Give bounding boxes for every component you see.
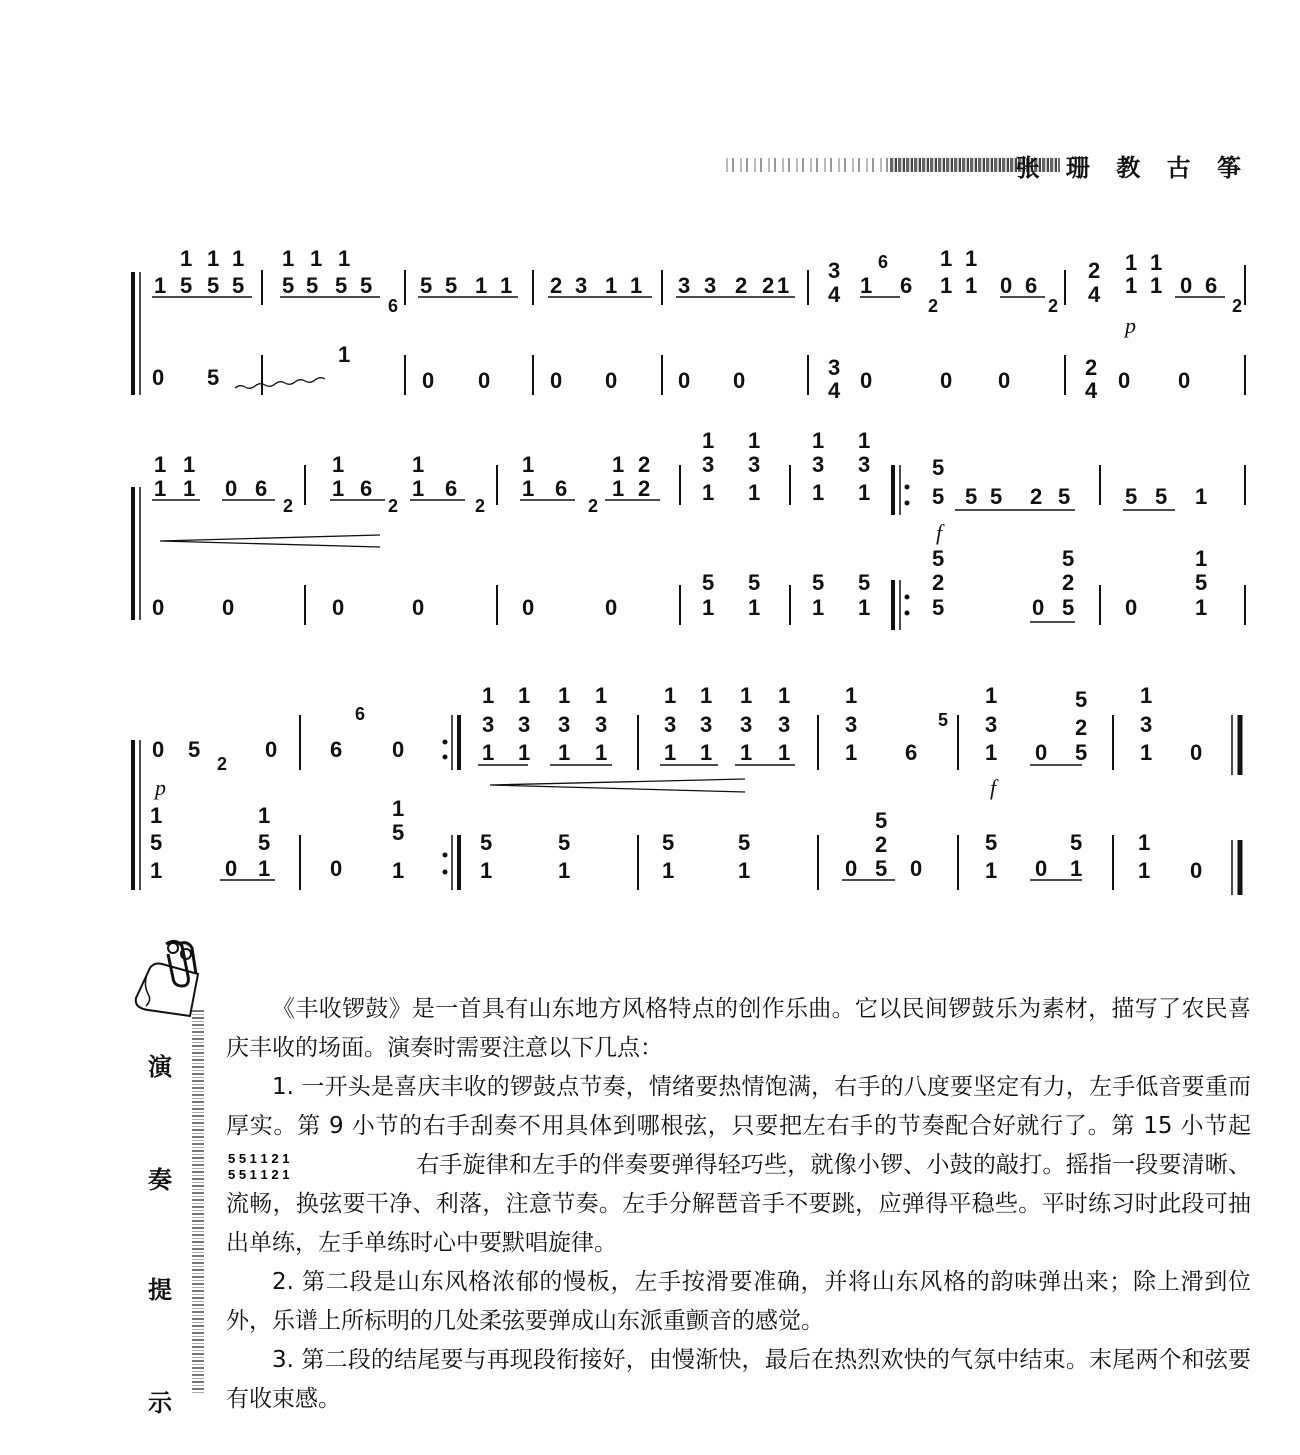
svg-text:0: 0 (330, 856, 343, 881)
svg-text:5: 5 (1075, 740, 1088, 765)
svg-text:2: 2 (283, 496, 294, 516)
dynamic-f: f (936, 520, 943, 545)
svg-text:5: 5 (1155, 484, 1168, 509)
svg-text:1: 1 (740, 740, 753, 765)
svg-text:0: 0 (605, 595, 618, 620)
svg-text:3: 3 (858, 452, 871, 477)
svg-text:1: 1 (518, 740, 531, 765)
svg-text:1: 1 (1070, 856, 1083, 881)
svg-text:0: 0 (860, 368, 873, 393)
svg-text:5: 5 (932, 484, 945, 509)
svg-text:5: 5 (558, 830, 571, 855)
svg-text:1: 1 (777, 273, 790, 298)
svg-text:3: 3 (812, 452, 825, 477)
svg-text:2: 2 (1088, 258, 1101, 283)
svg-text:1: 1 (965, 273, 978, 298)
svg-text:0: 0 (392, 737, 405, 762)
svg-text:5: 5 (1062, 595, 1075, 620)
svg-text:1: 1 (522, 476, 535, 501)
svg-text:1: 1 (412, 452, 425, 477)
svg-text:0: 0 (998, 368, 1011, 393)
svg-text:2: 2 (1085, 355, 1098, 380)
svg-text:6: 6 (878, 252, 889, 272)
svg-text:6: 6 (900, 273, 913, 298)
tips-intro: 《丰收锣鼓》是一首具有山东地方风格特点的创作乐曲。它以民间锣鼓乐为素材，描写了农民喜庆丰收的场面。演奏时需要注意以下几点： (226, 996, 1251, 1061)
svg-text:3: 3 (704, 273, 717, 298)
svg-text:1: 1 (482, 683, 495, 708)
svg-text:6: 6 (330, 737, 343, 762)
svg-text:1: 1 (412, 476, 425, 501)
svg-text:3: 3 (985, 712, 998, 737)
svg-text:3: 3 (828, 355, 841, 380)
svg-text:1: 1 (630, 273, 643, 298)
svg-text:2: 2 (762, 273, 775, 298)
svg-text:4: 4 (828, 378, 841, 403)
svg-text:3: 3 (740, 712, 753, 737)
svg-text:2: 2 (932, 570, 945, 595)
svg-text:6: 6 (1025, 273, 1038, 298)
svg-text:2: 2 (1030, 484, 1043, 509)
svg-text:3: 3 (828, 258, 841, 283)
svg-text:5: 5 (932, 595, 945, 620)
svg-text:5: 5 (1125, 484, 1138, 509)
svg-text:1: 1 (558, 858, 571, 883)
svg-text:0: 0 (152, 595, 165, 620)
svg-text:0: 0 (550, 368, 563, 393)
svg-text:3: 3 (678, 273, 691, 298)
svg-text:1: 1 (612, 452, 625, 477)
svg-text:1: 1 (522, 452, 535, 477)
svg-text:5: 5 (180, 273, 193, 298)
svg-text:1: 1 (1150, 273, 1163, 298)
svg-text:5: 5 (748, 570, 761, 595)
svg-text:4: 4 (1085, 378, 1098, 403)
svg-text:4: 4 (828, 282, 841, 307)
svg-text:1: 1 (702, 595, 715, 620)
svg-text:2: 2 (928, 296, 939, 316)
svg-text:1: 1 (940, 273, 953, 298)
svg-text:1: 1 (940, 246, 953, 271)
svg-text:1: 1 (858, 595, 871, 620)
svg-text:1: 1 (282, 246, 295, 271)
svg-text:2: 2 (550, 273, 563, 298)
svg-text:2: 2 (588, 496, 599, 516)
svg-text:3: 3 (558, 712, 571, 737)
tips-point-1-continued: 右手旋律和左手的伴奏要弹得轻巧些，就像小锣、小鼓的敲打。摇指一段要清晰、流畅，换弦要干净、利落，注意节奏。左手分解琶音手不要跳，应弹得平稳些。平时练习时此段可抽出单练，左手单练时心中要默唱旋律。 (226, 1152, 1251, 1256)
svg-text:1: 1 (812, 480, 825, 505)
svg-text:1: 1 (748, 595, 761, 620)
svg-text:3: 3 (664, 712, 677, 737)
svg-text:1: 1 (985, 740, 998, 765)
svg-text:1: 1 (605, 273, 618, 298)
svg-text:1: 1 (518, 683, 531, 708)
svg-text:0: 0 (152, 737, 165, 762)
svg-text:5: 5 (335, 273, 348, 298)
svg-text:6: 6 (1205, 273, 1218, 298)
svg-text:5: 5 (207, 365, 220, 390)
inline-notation-bottom: 5 5 1 1 2 1 (228, 1166, 290, 1181)
svg-text:3: 3 (595, 712, 608, 737)
svg-text:1: 1 (480, 858, 493, 883)
svg-text:5: 5 (1195, 570, 1208, 595)
svg-text:5: 5 (282, 273, 295, 298)
svg-text:5: 5 (738, 830, 751, 855)
svg-text:5: 5 (1062, 546, 1075, 571)
svg-text:1: 1 (1195, 484, 1208, 509)
svg-text:3: 3 (575, 273, 588, 298)
svg-text:1: 1 (702, 480, 715, 505)
svg-text:5: 5 (232, 273, 245, 298)
svg-text:1: 1 (664, 740, 677, 765)
svg-text:0: 0 (225, 476, 238, 501)
svg-text:0: 0 (412, 595, 425, 620)
svg-text:1: 1 (985, 683, 998, 708)
svg-text:1: 1 (985, 858, 998, 883)
svg-text:5: 5 (392, 820, 405, 845)
svg-text:1: 1 (180, 246, 193, 271)
svg-text:2: 2 (1075, 715, 1088, 740)
svg-text:6: 6 (255, 476, 268, 501)
svg-text:2: 2 (388, 496, 399, 516)
side-decoration-bar (192, 1010, 204, 1395)
svg-text:0: 0 (265, 737, 278, 762)
svg-text:1: 1 (154, 476, 167, 501)
performance-tips (226, 990, 1251, 1419)
svg-text:2: 2 (735, 273, 748, 298)
svg-text:5: 5 (702, 570, 715, 595)
svg-text:0: 0 (733, 368, 746, 393)
svg-text:1: 1 (258, 803, 271, 828)
inline-notation-top: 5 5 1 1 2 1 (228, 1150, 290, 1166)
svg-text:1: 1 (258, 856, 271, 881)
svg-text:1: 1 (595, 683, 608, 708)
tips-point-2: 2. 第二段是山东风格浓郁的慢板，左手按滑要准确，并将山东风格的韵味弹出来；除上滑到位外，乐谱上所标明的几处柔弦要弹成山东派重颤音的感觉。 (226, 1269, 1251, 1334)
svg-text:1: 1 (475, 273, 488, 298)
svg-text:3: 3 (700, 712, 713, 737)
svg-text:5: 5 (938, 710, 949, 730)
svg-text:0: 0 (225, 856, 238, 881)
svg-text:1: 1 (154, 452, 167, 477)
svg-text:1: 1 (1138, 830, 1151, 855)
svg-text:2: 2 (875, 832, 888, 857)
svg-text:0: 0 (1178, 368, 1191, 393)
svg-text:0: 0 (1035, 740, 1048, 765)
svg-text:2: 2 (1062, 570, 1075, 595)
svg-text:1: 1 (748, 480, 761, 505)
svg-text:5: 5 (858, 570, 871, 595)
svg-text:1: 1 (700, 683, 713, 708)
svg-text:0: 0 (605, 368, 618, 393)
svg-text:1: 1 (183, 452, 196, 477)
svg-text:6: 6 (555, 476, 568, 501)
svg-text:1: 1 (1125, 250, 1138, 275)
book-title: 张 珊 教 古 筝 (1015, 154, 1250, 182)
svg-text:1: 1 (338, 342, 351, 367)
svg-text:6: 6 (360, 476, 373, 501)
dynamic-p: p (1125, 313, 1136, 338)
svg-text:1: 1 (150, 858, 163, 883)
svg-text:4: 4 (1088, 282, 1101, 307)
svg-text:2: 2 (638, 452, 651, 477)
dynamic-f-row3: f (990, 775, 997, 800)
svg-text:0: 0 (1190, 858, 1203, 883)
svg-text:0: 0 (152, 365, 165, 390)
svg-text:5: 5 (258, 830, 271, 855)
svg-text:1: 1 (1140, 740, 1153, 765)
svg-text:1: 1 (812, 595, 825, 620)
svg-text:5: 5 (1075, 687, 1088, 712)
svg-text:0: 0 (522, 595, 535, 620)
svg-text:2: 2 (1048, 296, 1059, 316)
svg-text:5: 5 (480, 830, 493, 855)
svg-text:1: 1 (1125, 273, 1138, 298)
svg-text:1: 1 (700, 740, 713, 765)
svg-text:5: 5 (306, 273, 319, 298)
svg-text:1: 1 (1150, 250, 1163, 275)
svg-text:1: 1 (858, 428, 871, 453)
svg-text:6: 6 (355, 704, 366, 724)
svg-text:0: 0 (678, 368, 691, 393)
svg-text:5: 5 (1070, 830, 1083, 855)
svg-text:6: 6 (445, 476, 458, 501)
svg-text:0: 0 (1032, 595, 1045, 620)
svg-text:5: 5 (932, 546, 945, 571)
svg-text:5: 5 (1058, 484, 1071, 509)
svg-text:1: 1 (858, 480, 871, 505)
svg-text:3: 3 (482, 712, 495, 737)
svg-text:0: 0 (1190, 740, 1203, 765)
svg-text:0: 0 (1118, 368, 1131, 393)
svg-text:1: 1 (338, 246, 351, 271)
svg-text:0: 0 (910, 856, 923, 881)
svg-text:1: 1 (664, 683, 677, 708)
svg-text:1: 1 (332, 476, 345, 501)
svg-text:2: 2 (638, 476, 651, 501)
svg-text:1: 1 (1195, 546, 1208, 571)
svg-text:5: 5 (932, 455, 945, 480)
svg-text:1: 1 (1140, 683, 1153, 708)
svg-text:1: 1 (310, 246, 323, 271)
svg-text:1: 1 (392, 796, 405, 821)
svg-text:1: 1 (738, 858, 751, 883)
svg-text:3: 3 (778, 712, 791, 737)
svg-text:0: 0 (1180, 273, 1193, 298)
svg-text:1: 1 (860, 273, 873, 298)
svg-text:1: 1 (1195, 595, 1208, 620)
tips-point-1-text: 1. 一开头是喜庆丰收的锣鼓点节奏，情绪要热情饱满，右手的八度要坚定有力，左手低音要重而厚实。第 9 小节的右手刮奏不用具体到哪根弦，只要把左右手的节奏配合好就行了。第 15 小节起 (226, 1074, 1251, 1139)
svg-text:1: 1 (748, 428, 761, 453)
svg-text:1: 1 (778, 740, 791, 765)
svg-text:5: 5 (445, 273, 458, 298)
dynamic-p-row3: p (155, 775, 166, 800)
svg-text:2: 2 (1232, 296, 1243, 316)
svg-text:3: 3 (748, 452, 761, 477)
tips-point-1 (226, 1068, 1251, 1263)
svg-text:1: 1 (558, 740, 571, 765)
side-label-char-3: 提 (148, 1276, 172, 1304)
svg-text:5: 5 (985, 830, 998, 855)
svg-text:0: 0 (332, 595, 345, 620)
svg-text:5: 5 (188, 737, 201, 762)
svg-text:1: 1 (392, 858, 405, 883)
tips-point-3: 3. 第二段的结尾要与再现段衔接好，由慢渐快，最后在热烈欢快的气氛中结束。末尾两个和弦要有收束感。 (226, 1347, 1251, 1412)
svg-text:1: 1 (183, 476, 196, 501)
side-label-char-2: 奏 (148, 1166, 172, 1194)
svg-text:0: 0 (940, 368, 953, 393)
svg-text:1: 1 (595, 740, 608, 765)
svg-text:5: 5 (360, 273, 373, 298)
svg-text:1: 1 (740, 683, 753, 708)
svg-text:5: 5 (965, 484, 978, 509)
svg-text:1: 1 (154, 273, 167, 298)
svg-text:5: 5 (150, 830, 163, 855)
svg-text:0: 0 (1000, 273, 1013, 298)
svg-text:1: 1 (702, 428, 715, 453)
svg-text:1: 1 (662, 858, 675, 883)
svg-text:5: 5 (875, 808, 888, 833)
svg-text:5: 5 (207, 273, 220, 298)
svg-text:1: 1 (612, 476, 625, 501)
svg-text:1: 1 (207, 246, 220, 271)
svg-text:6: 6 (905, 740, 918, 765)
svg-text:1: 1 (1138, 858, 1151, 883)
svg-text:1: 1 (845, 740, 858, 765)
svg-text:0: 0 (478, 368, 491, 393)
svg-text:1: 1 (500, 273, 513, 298)
svg-text:3: 3 (845, 712, 858, 737)
svg-text:1: 1 (150, 803, 163, 828)
svg-text:0: 0 (422, 368, 435, 393)
svg-text:1: 1 (812, 428, 825, 453)
svg-text:3: 3 (518, 712, 531, 737)
svg-text:1: 1 (482, 740, 495, 765)
svg-text:5: 5 (990, 484, 1003, 509)
svg-text:2: 2 (475, 496, 486, 516)
svg-text:0: 0 (845, 856, 858, 881)
svg-text:5: 5 (812, 570, 825, 595)
inline-notation-example (226, 1151, 416, 1181)
svg-text:1: 1 (332, 452, 345, 477)
svg-text:0: 0 (222, 595, 235, 620)
svg-text:1: 1 (845, 683, 858, 708)
svg-text:5: 5 (662, 830, 675, 855)
svg-text:1: 1 (232, 246, 245, 271)
side-label-char-1: 演 (148, 1053, 172, 1081)
svg-text:3: 3 (1140, 712, 1153, 737)
svg-text:3: 3 (702, 452, 715, 477)
svg-text:1: 1 (965, 246, 978, 271)
svg-text:6: 6 (388, 296, 399, 316)
svg-text:1: 1 (558, 683, 571, 708)
side-label-char-4: 示 (148, 1389, 172, 1417)
svg-text:5: 5 (420, 273, 433, 298)
svg-text:1: 1 (778, 683, 791, 708)
svg-text:5: 5 (875, 856, 888, 881)
svg-text:0: 0 (1125, 595, 1138, 620)
svg-text:0: 0 (1035, 856, 1048, 881)
svg-text:2: 2 (217, 754, 228, 774)
